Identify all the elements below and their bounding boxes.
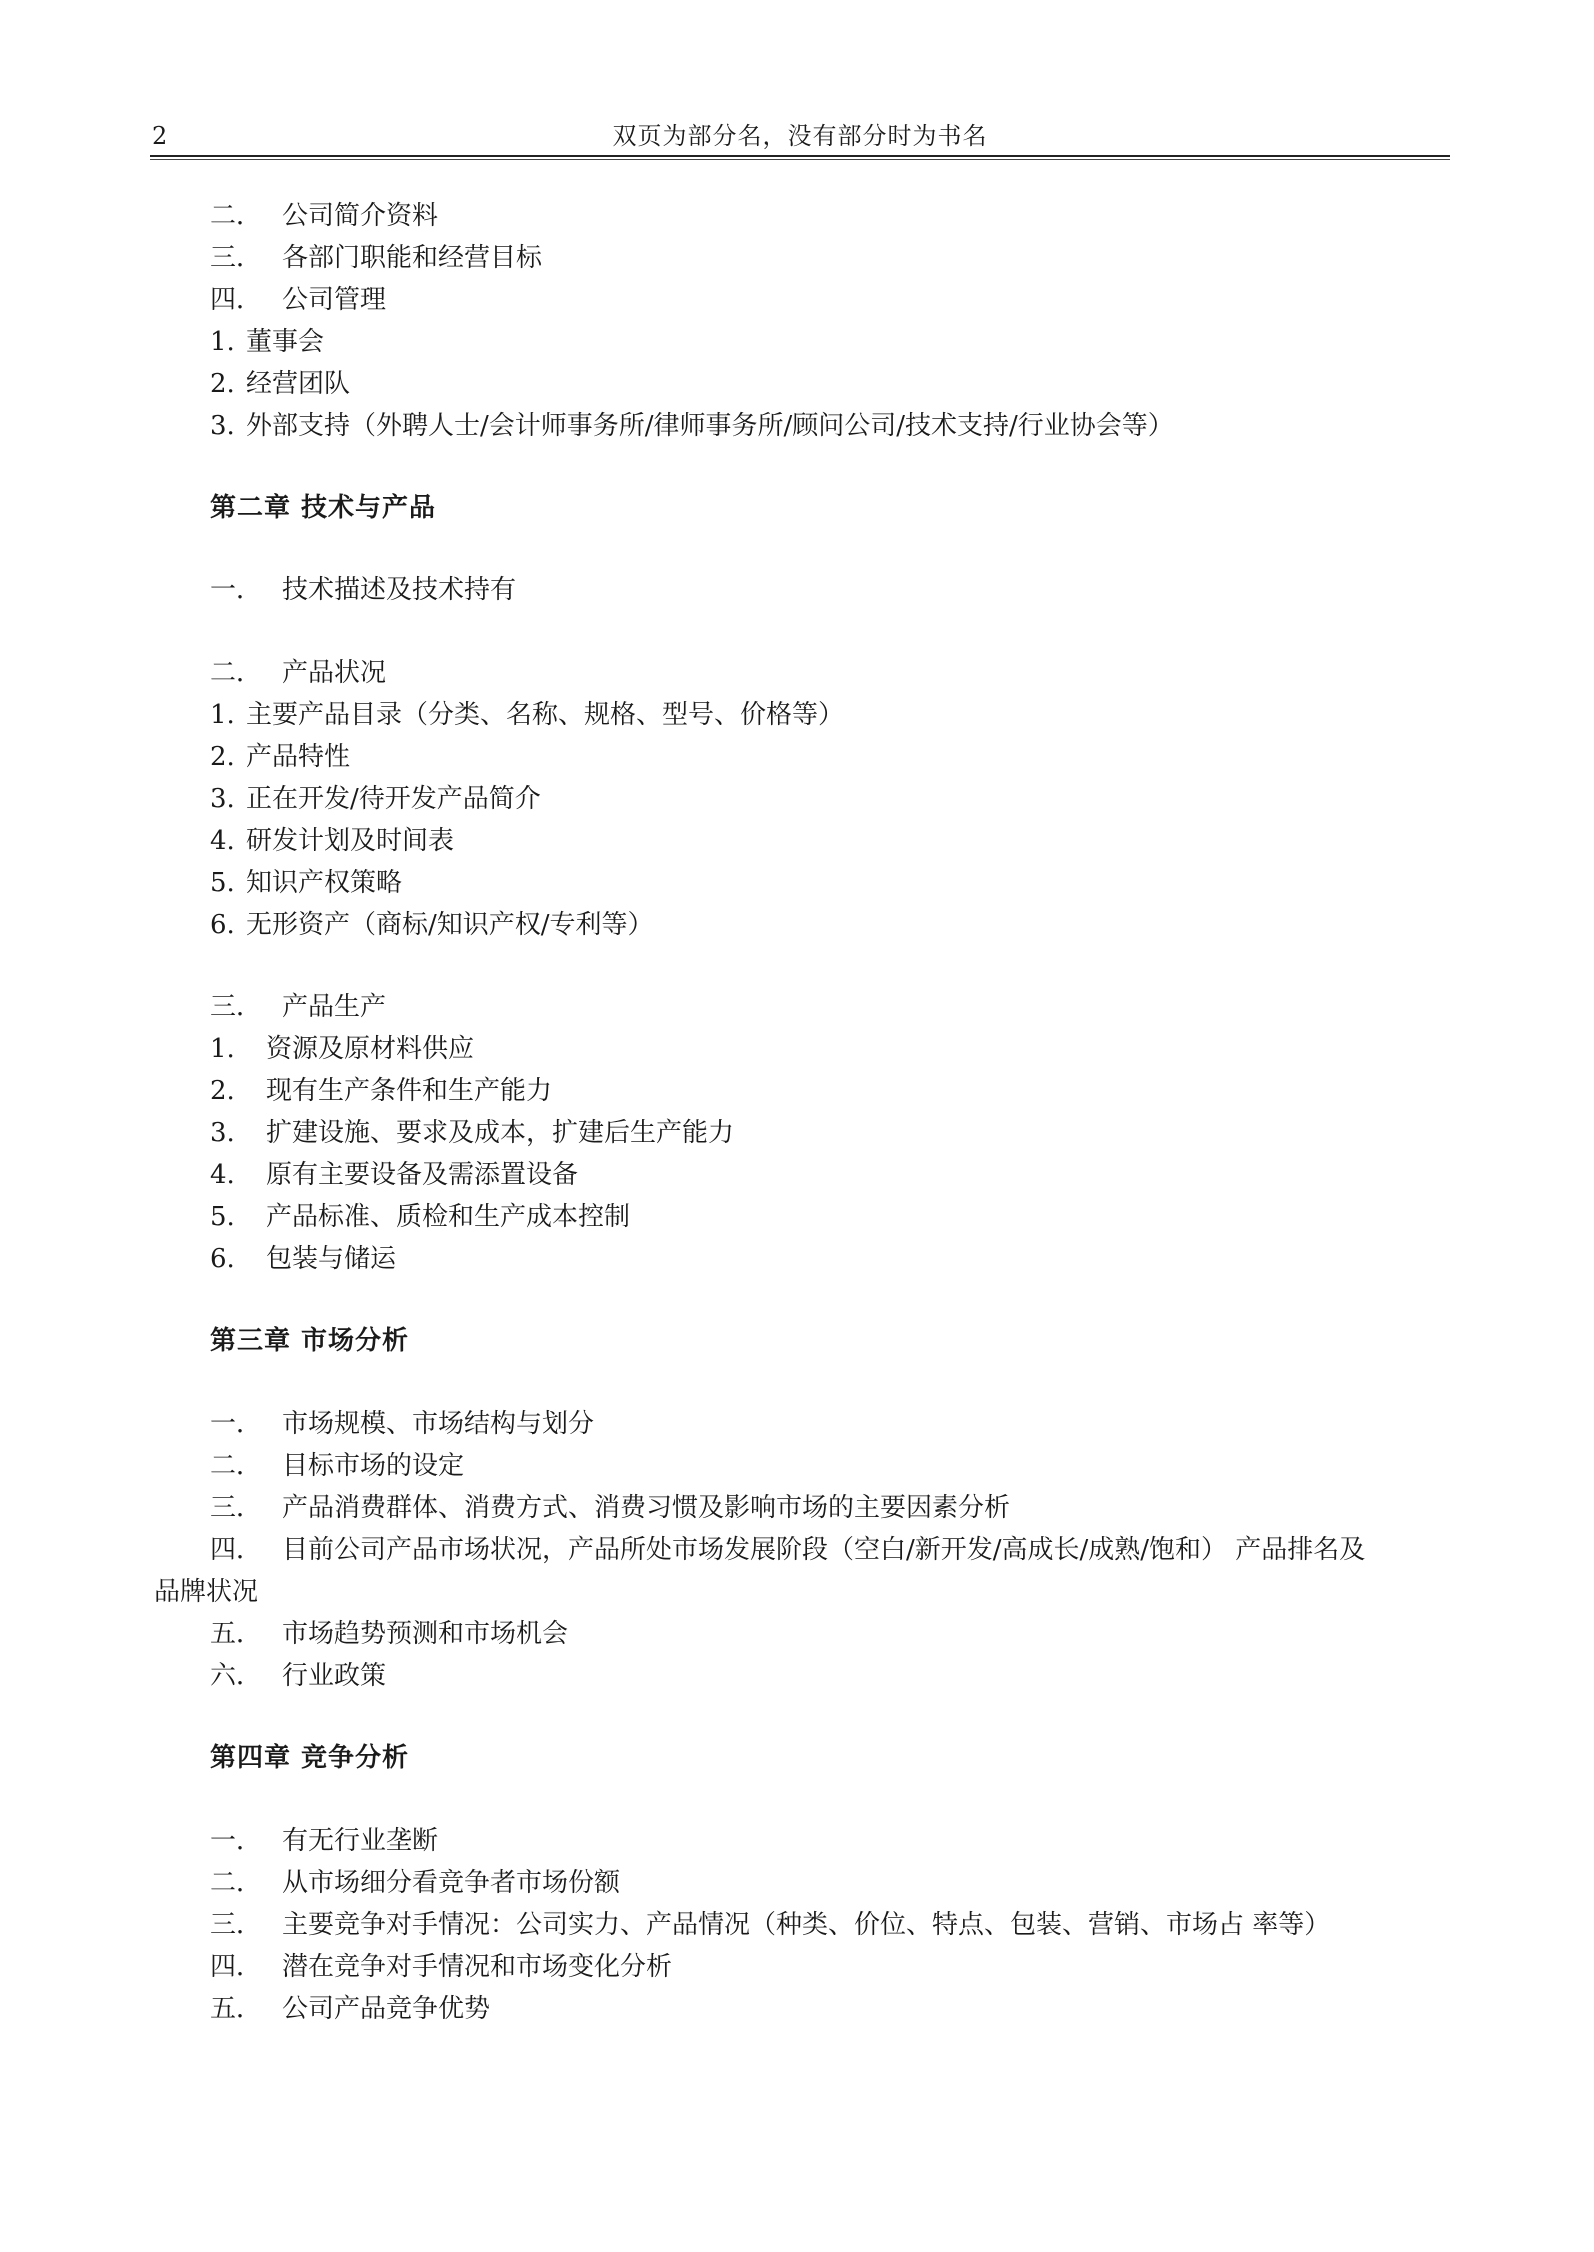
item-number: 三． <box>210 243 263 273</box>
item-number: 4. <box>210 1160 235 1190</box>
item-number: 四． <box>210 1535 263 1565</box>
item-text: 扩建设施、要求及成本，扩建后生产能力 <box>266 1118 735 1148</box>
item-number: 一． <box>210 1826 263 1856</box>
item-number: 五． <box>210 1619 263 1649</box>
item-number: 2. <box>210 369 235 399</box>
page-number: 2 <box>152 122 168 150</box>
chapter-heading: 第二章 技术与产品 <box>210 493 437 523</box>
item-text: 公司管理 <box>282 285 387 315</box>
item-text: 知识产权策略 <box>246 868 403 898</box>
item-number: 二． <box>210 201 263 231</box>
item-text: 现有生产条件和生产能力 <box>266 1076 553 1106</box>
item-number: 三． <box>210 992 263 1022</box>
item-number: 5. <box>210 868 235 898</box>
item-text: 产品消费群体、消费方式、消费习惯及影响市场的主要因素分析 <box>282 1493 1011 1523</box>
item-text: 正在开发/待开发产品简介 <box>246 784 541 814</box>
item-text: 公司简介资料 <box>282 201 439 231</box>
item-number: 二． <box>210 658 263 688</box>
item-text: 主要产品目录（分类、名称、规格、型号、价格等） <box>246 700 845 730</box>
running-header <box>150 116 1450 156</box>
item-text: 行业政策 <box>282 1661 387 1691</box>
item-text: 经营团队 <box>246 369 351 399</box>
item-number: 3. <box>210 784 235 814</box>
chapter-heading: 第四章 竞争分析 <box>210 1743 410 1773</box>
item-text: 市场趋势预测和市场机会 <box>282 1619 569 1649</box>
item-text: 研发计划及时间表 <box>246 826 455 856</box>
item-number: 二． <box>210 1868 263 1898</box>
item-number: 一． <box>210 575 263 605</box>
item-number: 3. <box>210 411 235 441</box>
item-text: 无形资产（商标/知识产权/专利等） <box>246 910 654 940</box>
item-text: 潜在竞争对手情况和市场变化分析 <box>282 1952 673 1982</box>
item-number: 六． <box>210 1661 263 1691</box>
item-number: 二． <box>210 1451 263 1481</box>
item-number: 1. <box>210 700 235 730</box>
item-text: 主要竞争对手情况：公司实力、产品情况（种类、价位、特点、包装、营销、市场占 率等） <box>282 1910 1331 1940</box>
item-number: 一． <box>210 1409 263 1439</box>
item-text: 产品标准、质检和生产成本控制 <box>266 1202 631 1232</box>
item-text: 产品生产 <box>282 992 387 1022</box>
item-number: 1. <box>210 327 235 357</box>
item-text: 各部门职能和经营目标 <box>282 243 543 273</box>
item-number: 6. <box>210 910 235 940</box>
item-text: 产品状况 <box>282 658 387 688</box>
chapter-heading: 第三章 市场分析 <box>210 1326 410 1356</box>
item-number: 1. <box>210 1034 235 1064</box>
item-text: 技术描述及技术持有 <box>282 575 517 605</box>
item-text: 目前公司产品市场状况，产品所处市场发展阶段（空白/新开发/高成长/成熟/饱和） 产品排名及 <box>282 1535 1366 1565</box>
item-number: 五． <box>210 1994 263 2024</box>
item-number: 2. <box>210 1076 235 1106</box>
item-text: 市场规模、市场结构与划分 <box>282 1409 595 1439</box>
header-rule-thin <box>150 159 1450 160</box>
item-number: 2. <box>210 742 235 772</box>
item-text: 产品特性 <box>246 742 351 772</box>
header-rule-thick <box>150 155 1450 157</box>
item-text: 公司产品竞争优势 <box>282 1994 491 2024</box>
item-text: 资源及原材料供应 <box>266 1034 475 1064</box>
item-number: 三． <box>210 1493 263 1523</box>
item-number: 4. <box>210 826 235 856</box>
item-number: 3. <box>210 1118 235 1148</box>
item-text: 外部支持（外聘人士/会计师事务所/律师事务所/顾问公司/技术支持/行业协会等） <box>246 411 1174 441</box>
item-number: 6. <box>210 1244 235 1274</box>
item-number: 5. <box>210 1202 235 1232</box>
item-number: 三． <box>210 1910 263 1940</box>
item-text: 有无行业垄断 <box>282 1826 439 1856</box>
item-text: 品牌状况 <box>154 1577 259 1607</box>
item-number: 四． <box>210 285 263 315</box>
item-text: 董事会 <box>246 327 325 357</box>
item-text: 原有主要设备及需添置设备 <box>266 1160 579 1190</box>
item-text: 目标市场的设定 <box>282 1451 465 1481</box>
item-text: 从市场细分看竞争者市场份额 <box>282 1868 621 1898</box>
header-title: 双页为部分名，没有部分时为书名 <box>612 122 988 150</box>
item-text: 包装与储运 <box>266 1244 397 1274</box>
item-number: 四． <box>210 1952 263 1982</box>
